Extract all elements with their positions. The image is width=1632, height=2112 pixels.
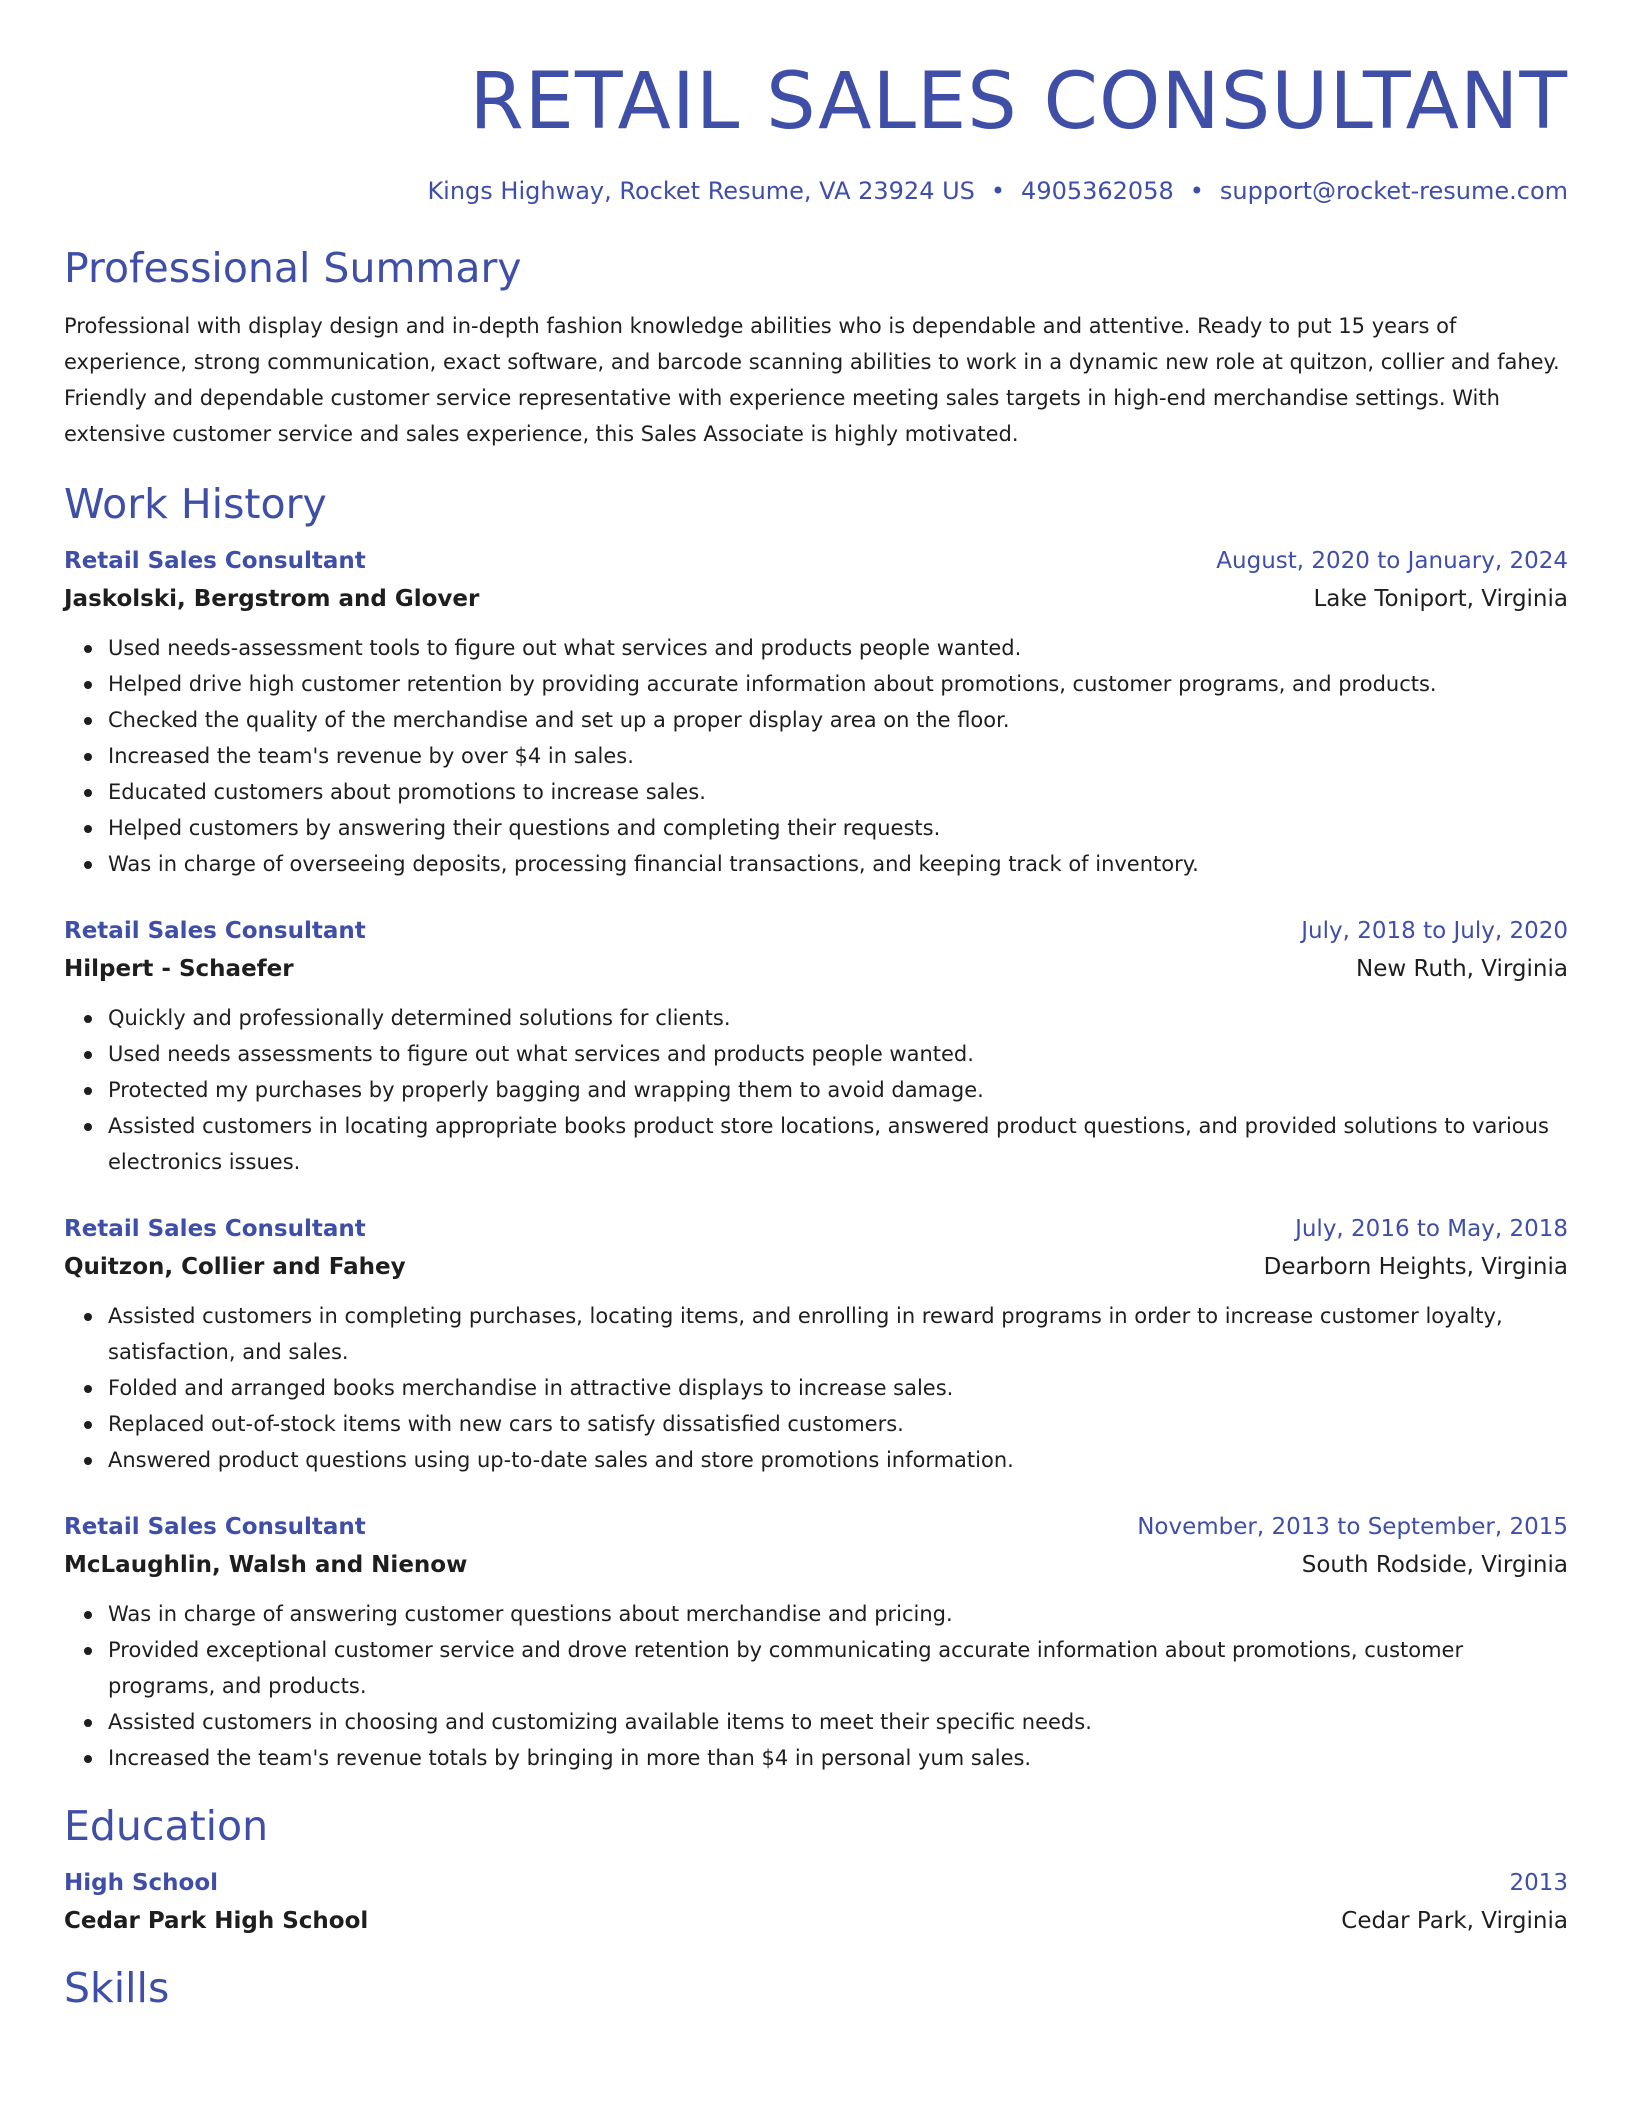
job-employer: McLaughlin, Walsh and Nienow <box>64 1552 468 1578</box>
job-dates: July, 2016 to May, 2018 <box>1295 1216 1568 1242</box>
contact-email: support@rocket-resume.com <box>1219 177 1568 205</box>
work-history-heading: Work History <box>64 480 327 528</box>
education-entry <box>64 1864 1568 1940</box>
job-title: Retail Sales Consultant <box>64 1216 366 1242</box>
contact-separator: • <box>1189 177 1204 205</box>
job-bullet: Increased the team's revenue totals by bringing in more than $4 in personal yum sales. <box>108 1740 1568 1776</box>
job-bullet: Assisted customers in completing purchases, locating items, and enrolling in reward programs in order to increase customer loyalty, satisfaction, and sales. <box>108 1298 1568 1370</box>
job-employer: Hilpert - Schaefer <box>64 956 294 982</box>
job-bullet: Assisted customers in choosing and customizing available items to meet their specific needs. <box>108 1704 1568 1740</box>
job-entry <box>64 1508 1568 1776</box>
job-bullet: Quickly and professionally determined solutions for clients. <box>108 1000 1568 1036</box>
job-entry <box>64 1210 1568 1478</box>
job-bullets <box>64 1298 1568 1478</box>
job-dates: July, 2018 to July, 2020 <box>1301 918 1568 944</box>
job-bullet: Folded and arranged books merchandise in attractive displays to increase sales. <box>108 1370 1568 1406</box>
job-entry <box>64 542 1568 882</box>
job-dates: November, 2013 to September, 2015 <box>1137 1514 1568 1540</box>
summary-text: Professional with display design and in-depth fashion knowledge abilities who is dependable and attentive. Ready to put 15 years of experience, strong communication, exact software, and barcode scanning abilities to work in a dynamic new role at quitzon, collier and fahey. Friendly and dependable customer service representative with experience meeting sales targets in high-end merchandise settings. With extensive customer service and sales experience, this Sales Associate is highly motivated. <box>64 314 1560 446</box>
job-bullet: Helped customers by answering their questions and completing their requests. <box>108 810 1568 846</box>
contact-separator: • <box>990 177 1006 205</box>
job-bullet: Provided exceptional customer service and drove retention by communicating accurate information about promotions, customer programs, and products. <box>108 1632 1568 1704</box>
job-title: Retail Sales Consultant <box>64 1514 366 1540</box>
education-school: Cedar Park High School <box>64 1908 369 1934</box>
job-employer: Quitzon, Collier and Fahey <box>64 1254 406 1280</box>
page-title: RETAIL SALES CONSULTANT <box>469 57 1568 147</box>
job-bullet: Educated customers about promotions to increase sales. <box>108 774 1568 810</box>
summary-heading: Professional Summary <box>64 244 522 292</box>
job-location: South Rodside, Virginia <box>1301 1552 1568 1578</box>
resume-page <box>64 52 1568 2014</box>
job-entry <box>64 912 1568 1180</box>
job-bullet: Increased the team's revenue by over $4 in sales. <box>108 738 1568 774</box>
job-title: Retail Sales Consultant <box>64 548 366 574</box>
skills-heading: Skills <box>64 1964 170 2012</box>
job-bullet: Helped drive high customer retention by providing accurate information about promotions, customer programs, and products. <box>108 666 1568 702</box>
job-bullet: Replaced out-of-stock items with new cars to satisfy dissatisfied customers. <box>108 1406 1568 1442</box>
contact-phone: 4905362058 <box>1021 177 1174 205</box>
job-location: New Ruth, Virginia <box>1356 956 1568 982</box>
job-bullet: Used needs-assessment tools to figure out what services and products people wanted. <box>108 630 1568 666</box>
job-bullets <box>64 630 1568 882</box>
contact-line <box>64 176 1568 206</box>
job-location: Dearborn Heights, Virginia <box>1263 1254 1568 1280</box>
job-location: Lake Toniport, Virginia <box>1313 586 1568 612</box>
job-bullet: Used needs assessments to figure out what services and products people wanted. <box>108 1036 1568 1072</box>
job-bullet: Was in charge of answering customer questions about merchandise and pricing. <box>108 1596 1568 1632</box>
job-bullets <box>64 1000 1568 1180</box>
job-dates: August, 2020 to January, 2024 <box>1216 548 1568 574</box>
job-bullet: Checked the quality of the merchandise and set up a proper display area on the floor. <box>108 702 1568 738</box>
job-bullet: Was in charge of overseeing deposits, processing financial transactions, and keeping track of inventory. <box>108 846 1568 882</box>
job-bullet: Protected my purchases by properly bagging and wrapping them to avoid damage. <box>108 1072 1568 1108</box>
job-employer: Jaskolski, Bergstrom and Glover <box>64 586 480 612</box>
job-bullet: Answered product questions using up-to-date sales and store promotions information. <box>108 1442 1568 1478</box>
job-bullet: Assisted customers in locating appropriate books product store locations, answered product questions, and provided solutions to various electronics issues. <box>108 1108 1568 1180</box>
education-year: 2013 <box>1509 1870 1568 1896</box>
education-location: Cedar Park, Virginia <box>1341 1908 1568 1934</box>
job-bullets <box>64 1596 1568 1776</box>
job-title: Retail Sales Consultant <box>64 918 366 944</box>
contact-address: Kings Highway, Rocket Resume, VA 23924 US <box>427 177 975 205</box>
education-degree: High School <box>64 1870 219 1896</box>
education-heading: Education <box>64 1802 269 1850</box>
